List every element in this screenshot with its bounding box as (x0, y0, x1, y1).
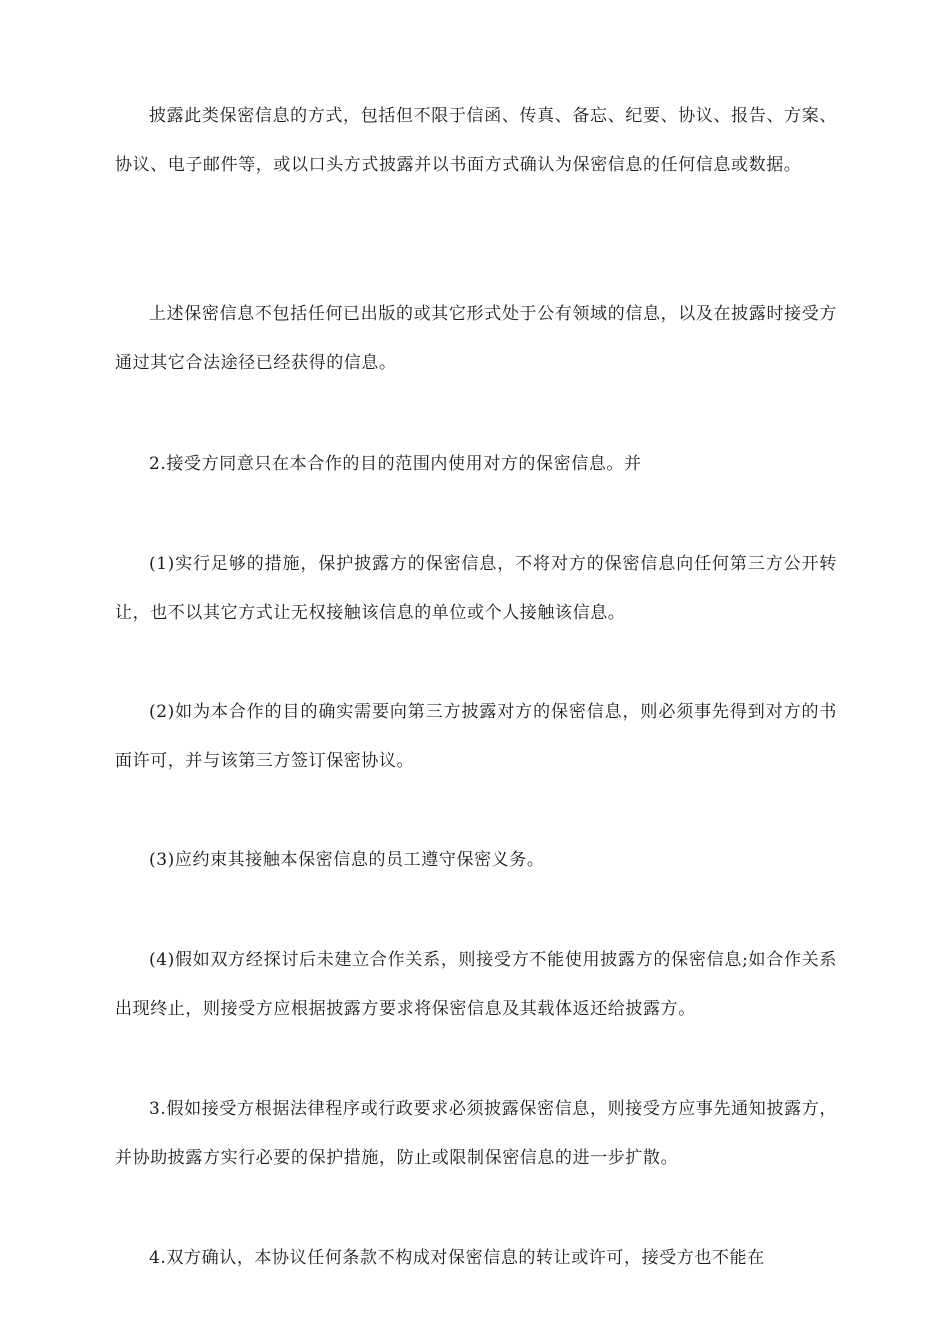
paragraph-clause-2-1: (1)实行足够的措施，保护披露方的保密信息，不将对方的保密信息向任何第三方公开转让，也不以其它方式让无权接触该信息的单位或个人接触该信息。 (115, 554, 837, 623)
paragraph-clause-2-3: (3)应约束其接触本保密信息的员工遵守保密义务。 (149, 850, 545, 870)
paragraph-clause-2-2: (2)如为本合作的目的确实需要向第三方披露对方的保密信息，则必须事先得到对方的书面许可，并与该第三方签订保密协议。 (115, 702, 837, 771)
paragraph-disclosure-methods: 披露此类保密信息的方式，包括但不限于信函、传真、备忘、纪要、协议、报告、方案、协议、电子邮件等，或以口头方式披露并以书面方式确认为保密信息的任何信息或数据。 (115, 106, 837, 175)
paragraph-clause-4: 4.双方确认，本协议任何条款不构成对保密信息的转让或许可，接受方也不能在 (149, 1248, 765, 1268)
paragraph-exclusions: 上述保密信息不包括任何已出版的或其它形式处于公有领域的信息，以及在披露时接受方通过其它合法途径已经获得的信息。 (115, 304, 837, 373)
paragraph-clause-2-4: (4)假如双方经探讨后未建立合作关系，则接受方不能使用披露方的保密信息;如合作关系出现终止，则接受方应根据披露方要求将保密信息及其载体返还给披露方。 (115, 950, 837, 1019)
paragraph-clause-3: 3.假如接受方根据法律程序或行政要求必须披露保密信息，则接受方应事先通知披露方，并协助披露方实行必要的保护措施，防止或限制保密信息的进一步扩散。 (115, 1099, 837, 1168)
paragraph-clause-2: 2.接受方同意只在本合作的目的范围内使用对方的保密信息。并 (149, 454, 642, 474)
